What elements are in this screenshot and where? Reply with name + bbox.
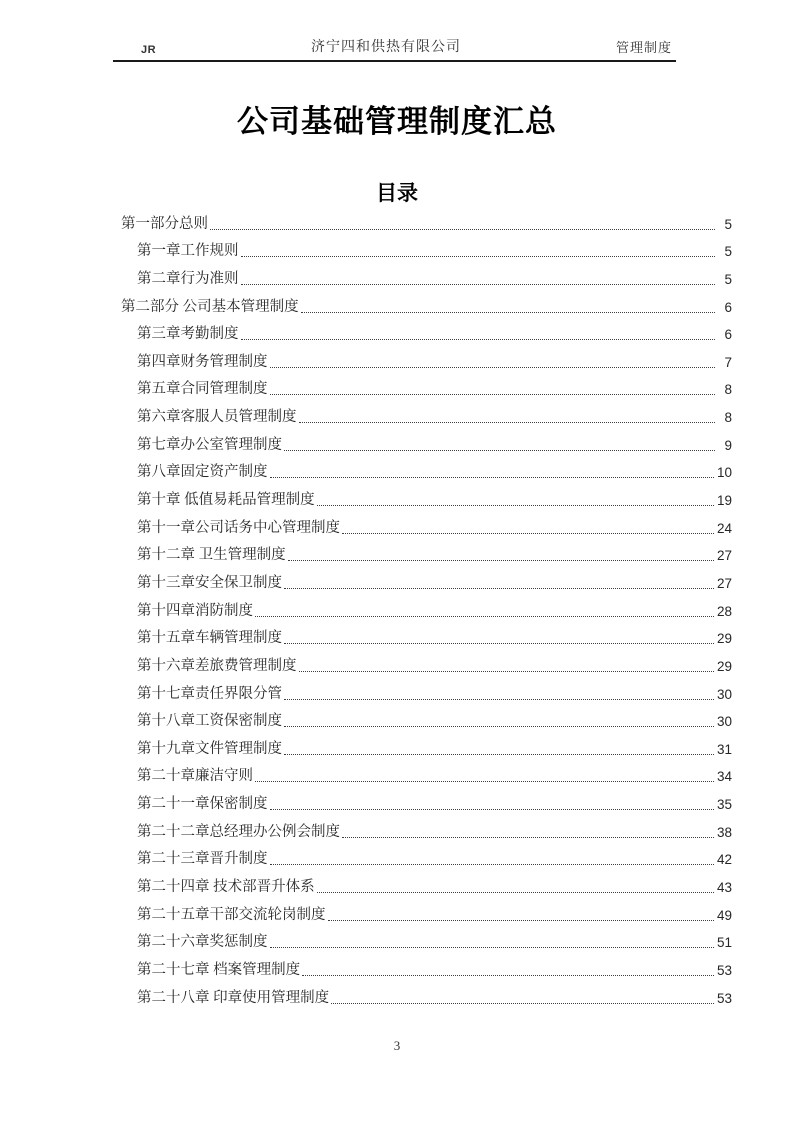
toc-entry[interactable] [121,731,732,759]
toc-entry-page-number: 29 [716,658,732,674]
toc-dot-leader [270,394,716,395]
toc-entry[interactable] [121,593,732,621]
toc-entry-label: 第十六章差旅费管理制度 [137,657,297,674]
toc-entry[interactable] [121,814,732,842]
toc-dot-leader [270,947,714,948]
toc-dot-leader [328,920,714,921]
toc-entry-page-number: 5 [724,271,732,287]
toc-entry-label: 第十三章安全保卫制度 [137,574,282,591]
toc-entry[interactable] [121,786,732,814]
toc-entry-page-number: 53 [716,962,732,978]
toc-entry-page-number: 6 [724,299,732,315]
toc-entry-label: 第七章办公室管理制度 [137,436,282,453]
toc-entry[interactable] [121,952,732,980]
toc-entry-label: 第十七章责任界限分管 [137,685,282,702]
toc-entry-page-number: 10 [716,465,732,481]
toc-entry-page-number: 7 [724,354,732,370]
toc-entry[interactable] [121,621,732,649]
toc-entry[interactable] [121,648,732,676]
toc-entry-label: 第二十三章晋升制度 [137,851,268,868]
toc-dot-leader [317,892,714,893]
toc-dot-leader [210,229,715,230]
toc-dot-leader [288,560,714,561]
toc-entry-label: 第十章 低值易耗品管理制度 [137,492,315,509]
toc-entry-label: 第八章固定资产制度 [137,464,268,481]
toc-entry-label: 第十九章文件管理制度 [137,740,282,757]
toc-entry-page-number: 19 [716,493,732,509]
toc-entry-page-number: 24 [716,520,732,536]
toc-entry-label: 第五章合同管理制度 [137,381,268,398]
toc-dot-leader [299,671,714,672]
toc-entry-label: 第十二章 卫生管理制度 [137,547,286,564]
toc-dot-leader [299,422,716,423]
toc-entry[interactable] [121,289,732,317]
toc-entry-page-number: 34 [716,769,732,785]
toc-entry[interactable] [121,925,732,953]
toc-entry-label: 第二十五章干部交流轮岗制度 [137,906,326,923]
toc-entry-label: 第十一章公司话务中心管理制度 [137,519,340,536]
toc-entry[interactable] [121,980,732,1008]
page-header [113,36,676,62]
toc-entry-label: 第六章客服人员管理制度 [137,409,297,426]
toc-dot-leader [270,864,714,865]
toc-entry-label: 第二章行为准则 [137,270,239,287]
toc-dot-leader [284,643,714,644]
toc-entry-label: 第三章考勤制度 [137,326,239,343]
toc-entry[interactable] [121,482,732,510]
toc-dot-leader [241,339,716,340]
toc-entry-label: 第二十一章保密制度 [137,796,268,813]
toc-entry[interactable] [121,897,732,925]
toc-entry-label: 第二十四章 技术部晋升体系 [137,879,315,896]
toc-dot-leader [270,809,714,810]
toc-entry-page-number: 38 [716,824,732,840]
toc-entry[interactable] [121,455,732,483]
toc-entry-page-number: 5 [724,216,732,232]
toc-entry[interactable] [121,344,732,372]
toc-dot-leader [342,533,714,534]
toc-dot-leader [284,726,714,727]
toc-entry-label: 第二部分 公司基本管理制度 [121,298,299,315]
toc-entry-label: 第十八章工资保密制度 [137,713,282,730]
toc-entry-label: 第二十八章 印章使用管理制度 [137,989,330,1006]
toc-entry-page-number: 8 [724,382,732,398]
toc-entry-label: 第一部分总则 [121,215,208,232]
toc-entry-label: 第二十二章总经理办公例会制度 [137,823,340,840]
toc-dot-leader [284,754,714,755]
toc-dot-leader [255,781,714,782]
table-of-contents [121,206,732,1008]
toc-dot-leader [241,256,716,257]
toc-dot-leader [284,450,715,451]
toc-entry-page-number: 42 [716,852,732,868]
toc-dot-leader [284,588,714,589]
toc-entry-page-number: 27 [716,548,732,564]
toc-entry[interactable] [121,206,732,234]
toc-entry[interactable] [121,317,732,345]
toc-entry-page-number: 28 [716,603,732,619]
toc-heading: 目录 [376,182,418,205]
toc-entry[interactable] [121,510,732,538]
toc-dot-leader [301,312,715,313]
toc-entry[interactable] [121,234,732,262]
toc-dot-leader [241,284,716,285]
toc-entry-label: 第四章财务管理制度 [137,353,268,370]
header-logo: JR [141,44,157,56]
toc-entry-page-number: 27 [716,575,732,591]
toc-dot-leader [317,505,714,506]
toc-entry-label: 第二十章廉洁守则 [137,768,253,785]
toc-entry[interactable] [121,704,732,732]
toc-entry-label: 第二十六章奖惩制度 [137,934,268,951]
toc-dot-leader [270,367,716,368]
toc-entry-label: 第二十七章 档案管理制度 [137,961,301,978]
toc-dot-leader [302,975,714,976]
toc-entry-page-number: 43 [716,880,732,896]
toc-entry-page-number: 53 [716,990,732,1006]
toc-entry-label: 第十四章消防制度 [137,602,253,619]
toc-entry[interactable] [121,869,732,897]
toc-entry-page-number: 31 [716,741,732,757]
toc-entry-page-number: 6 [724,327,732,343]
toc-entry[interactable] [121,759,732,787]
toc-entry[interactable] [121,565,732,593]
toc-dot-leader [342,837,714,838]
page-number: 3 [393,1038,401,1053]
toc-entry[interactable] [121,261,732,289]
toc-dot-leader [331,1003,714,1004]
document-title: 公司基础管理制度汇总 [237,104,557,139]
toc-entry-page-number: 29 [716,631,732,647]
toc-entry-label: 第一章工作规则 [137,243,239,260]
toc-dot-leader [270,477,714,478]
toc-dot-leader [284,699,714,700]
toc-entry-page-number: 30 [716,686,732,702]
toc-entry-page-number: 9 [724,437,732,453]
header-doc-type: 管理制度 [615,40,672,55]
toc-dot-leader [255,616,714,617]
toc-entry[interactable] [121,676,732,704]
toc-entry-label: 第十五章车辆管理制度 [137,630,282,647]
toc-entry[interactable] [121,372,732,400]
toc-entry[interactable] [121,427,732,455]
toc-entry-page-number: 30 [716,714,732,730]
toc-entry-page-number: 51 [716,935,732,951]
toc-entry-page-number: 5 [724,244,732,260]
toc-entry-page-number: 8 [724,410,732,426]
toc-entry-page-number: 49 [716,907,732,923]
header-company-name: 济宁四和供热有限公司 [311,40,462,55]
toc-entry[interactable] [121,842,732,870]
toc-entry[interactable] [121,538,732,566]
toc-entry-page-number: 35 [716,797,732,813]
toc-entry[interactable] [121,399,732,427]
